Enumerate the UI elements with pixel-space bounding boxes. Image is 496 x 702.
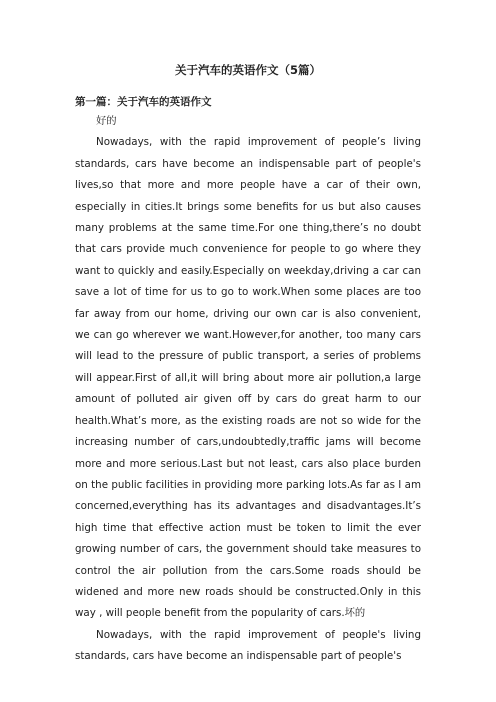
document-title: 关于汽车的英语作文（5篇） <box>174 63 321 77</box>
section-heading: 第一篇：关于汽车的英语作文 <box>75 96 212 108</box>
body-paragraph-1: Nowadays, with the rapid improvement of people’s living standards, cars have become an indispensable part of people's lives,so that more and more people have a car of their own, especially in cities.It brings some benefits for us but also causes many problems at the same time.For one thing,there’s no doubt that cars provide much convenience for people to go where they want to quickly and easily.Especially on weekday,driving a car can save a lot of time for us to go to work.When some places are too far away from our home, driving our own car is also convenient, we can go wherever we want.However,for another, too many cars will lead to the pressure of public transport, a series of problems will appear.First of all,it will bring about more air pollution,a large amount of polluted air given off by cars do great harm to our health.What’s more, as the existing roads are not so wide for the increasing number of cars,undoubtedly,traffic jams will become more and more serious.Last but not least, cars also place burden on the public facilities in providing more parking lots.As far as I am concerned,everything has its advantages and disadvantages.It’s high time that effective action must be token to limit the ever growing number of cars, the government should take measures to control the air pollution from the cars.Some roads should be widened and more new roads should be constructed.Only in this way , will people benefit from the popularity of cars.坏的 <box>75 136 421 620</box>
body-paragraph-2: Nowadays, with the rapid improvement of people's living standards, cars have become an indispensable part of people's <box>75 628 421 663</box>
label-good: 好的 <box>96 115 117 127</box>
